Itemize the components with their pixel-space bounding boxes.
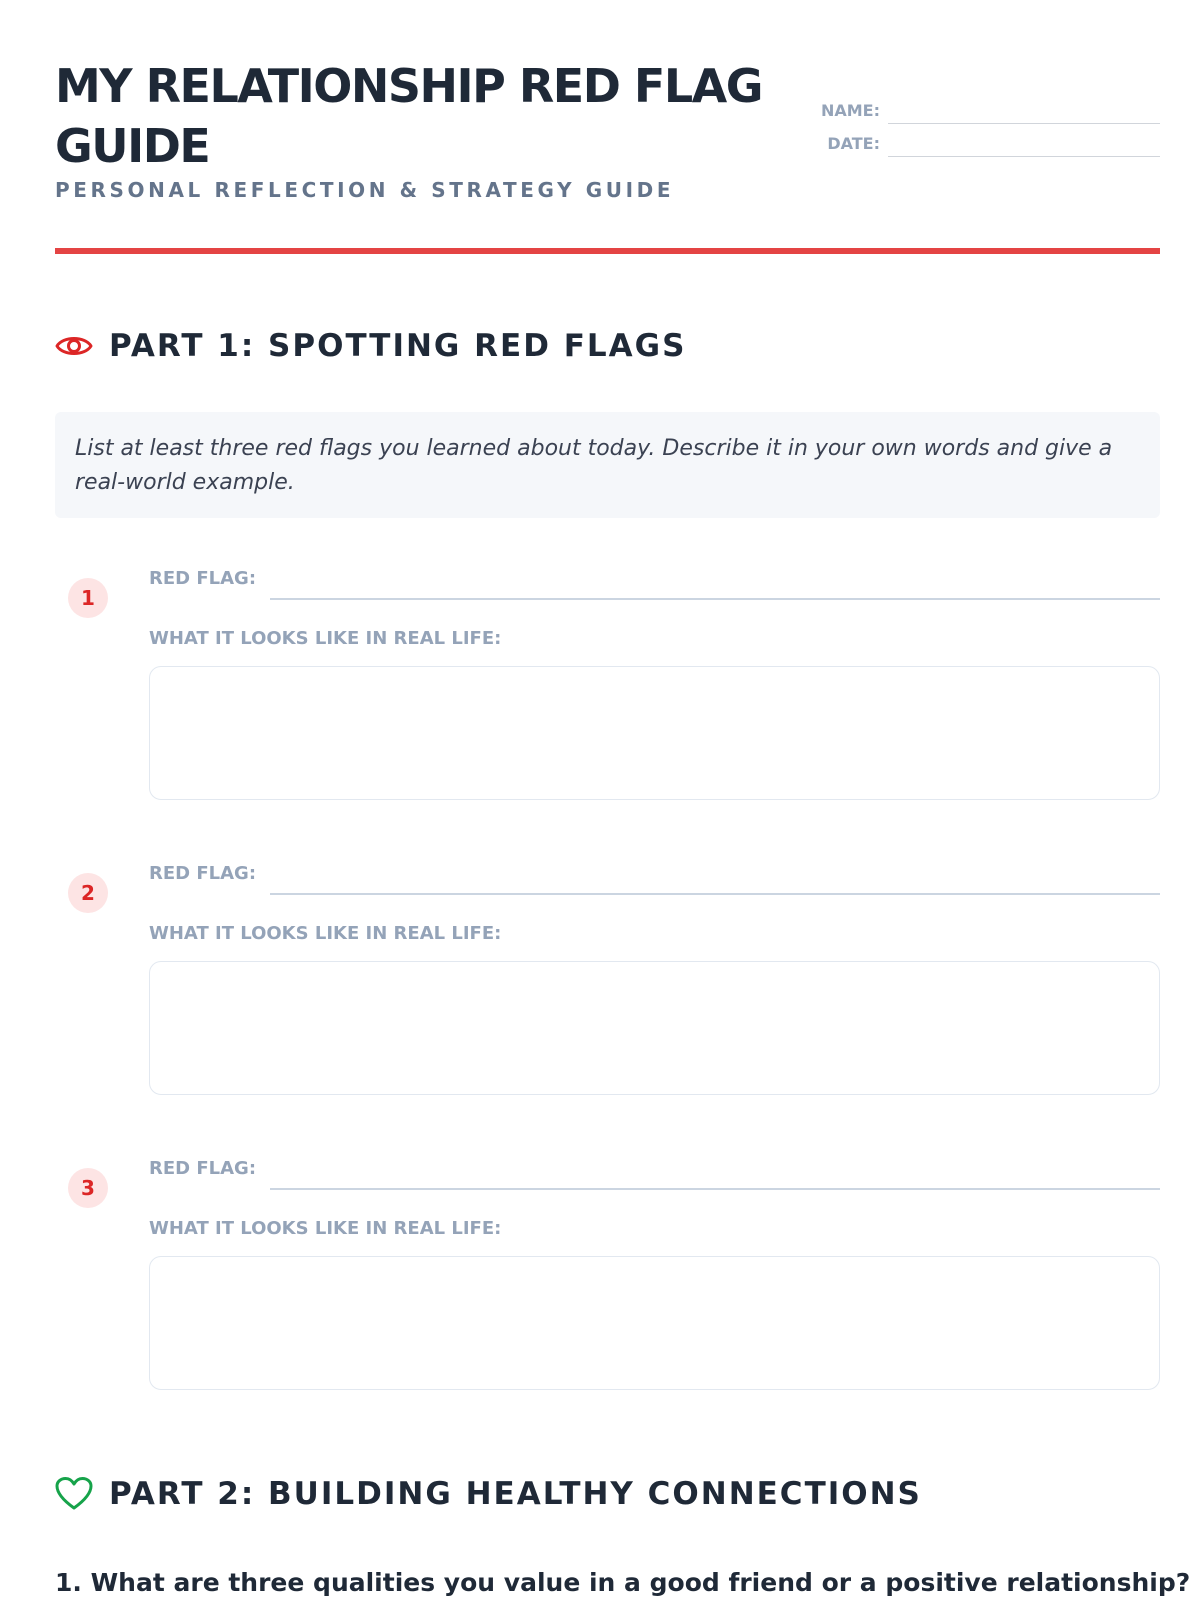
- worksheet-page: [55, 0, 1191, 1600]
- page-subtitle: PERSONAL REFLECTION & STRATEGY GUIDE: [55, 178, 675, 202]
- date-line[interactable]: [888, 156, 1160, 157]
- item-number-badge: 3: [68, 1168, 108, 1208]
- example-answer-box[interactable]: [149, 666, 1160, 800]
- example-label: WHAT IT LOOKS LIKE IN REAL LIFE:: [149, 628, 502, 649]
- name-label: NAME:: [820, 101, 880, 120]
- red-flag-input-line[interactable]: [270, 893, 1160, 895]
- eye-icon: [55, 331, 93, 361]
- example-label: WHAT IT LOOKS LIKE IN REAL LIFE:: [149, 1218, 502, 1239]
- red-flag-item: [55, 1150, 1160, 1390]
- example-label: WHAT IT LOOKS LIKE IN REAL LIFE:: [149, 923, 502, 944]
- heart-icon: [55, 1479, 93, 1509]
- part2-heading-text: PART 2: BUILDING HEALTHY CONNECTIONS: [109, 1476, 922, 1512]
- example-answer-box[interactable]: [149, 961, 1160, 1095]
- part1-heading-text: PART 1: SPOTTING RED FLAGS: [109, 328, 687, 364]
- part2-heading: [55, 1474, 922, 1514]
- item-number-badge: 2: [68, 873, 108, 913]
- name-line[interactable]: [888, 123, 1160, 124]
- red-flag-item: [55, 855, 1160, 1095]
- name-field[interactable]: [795, 101, 1160, 125]
- red-flag-input-line[interactable]: [270, 598, 1160, 600]
- red-flag-label: RED FLAG:: [149, 1158, 257, 1179]
- header-divider: [55, 248, 1160, 254]
- date-label: DATE:: [827, 134, 880, 153]
- red-flag-label: RED FLAG:: [149, 568, 257, 589]
- date-field[interactable]: [795, 134, 1160, 158]
- example-answer-box[interactable]: [149, 1256, 1160, 1390]
- part2-question-1: 1. What are three qualities you value in a good friend or a positive relationship?: [55, 1568, 1191, 1597]
- red-flag-item: [55, 560, 1160, 800]
- red-flag-label: RED FLAG:: [149, 863, 257, 884]
- red-flag-input-line[interactable]: [270, 1188, 1160, 1190]
- part1-instructions: List at least three red flags you learned about today. Describe it in your own words and give a real-world example.: [55, 412, 1160, 518]
- item-number-badge: 1: [68, 578, 108, 618]
- part1-heading: [55, 326, 686, 366]
- page-title: MY RELATIONSHIP RED FLAG GUIDE: [55, 59, 762, 173]
